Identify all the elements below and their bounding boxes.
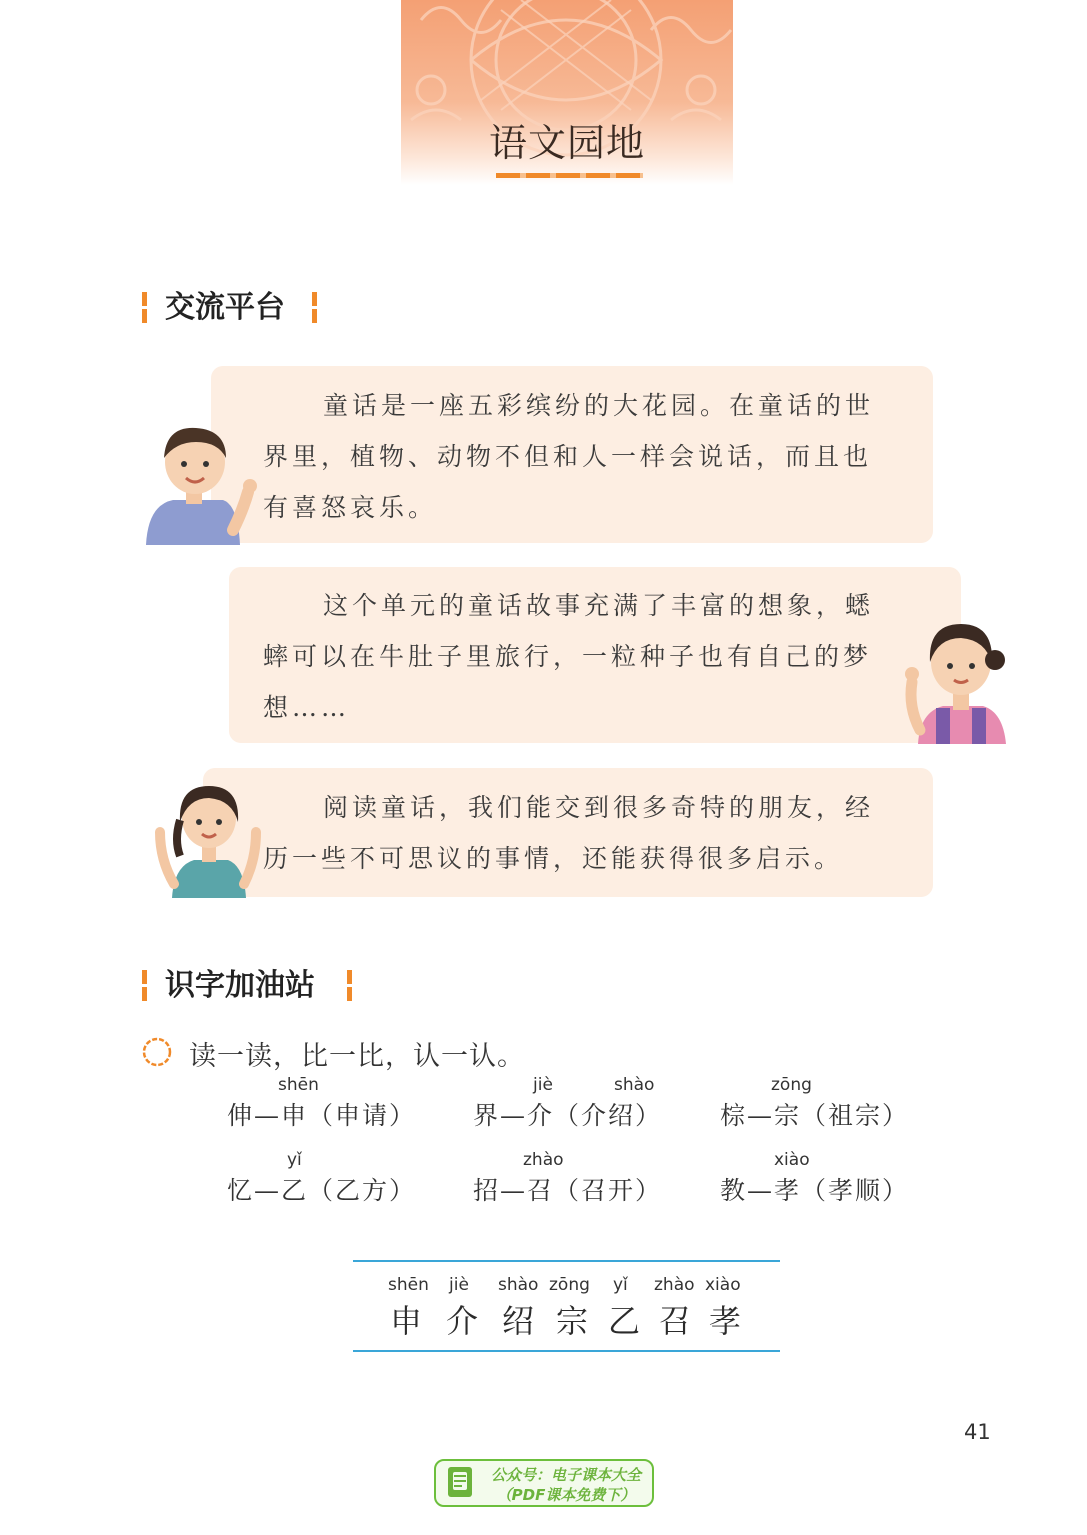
new-char: 介 [446, 1302, 479, 1340]
pinyin: jiè [449, 1275, 469, 1295]
girl-illustration-2 [152, 780, 262, 898]
heading-bar-left [142, 292, 147, 326]
watermark-stamp [434, 1459, 654, 1507]
comparison-group: 界—介（介绍） [473, 1101, 663, 1130]
comparison-group: 伸—申（申请） [227, 1101, 417, 1130]
new-char: 乙 [608, 1302, 641, 1340]
new-char: 孝 [709, 1302, 742, 1340]
watermark-line-2: （PDF课本免费下） [496, 1486, 636, 1504]
pinyin: zhào [654, 1275, 695, 1295]
pinyin: shēn [278, 1075, 319, 1095]
bubble-1-line-1: 童话是一座五彩缤纷的大花园。在童话的世 [323, 391, 875, 420]
exercise-instruction: 读一读，比一比，认一认。 [189, 1041, 525, 1072]
char-box-bottom-line [353, 1350, 780, 1352]
circle-bullet-icon [141, 1036, 173, 1068]
bubble-2-line-3: 想…… [263, 693, 351, 722]
title-underline [496, 173, 643, 178]
comparison-group: 招—召（召开） [473, 1176, 663, 1205]
boy-illustration [138, 420, 263, 545]
pinyin: shào [498, 1275, 539, 1295]
comparison-group: 棕—宗（祖宗） [720, 1101, 910, 1130]
page-number: 41 [964, 1420, 991, 1444]
char-box-top-line [353, 1260, 780, 1262]
pinyin: yǐ [613, 1275, 628, 1295]
bubble-3-line-1: 阅读童话，我们能交到很多奇特的朋友，经 [323, 793, 875, 822]
bubble-2-line-2: 蟀可以在牛肚子里旅行，一粒种子也有自己的梦 [263, 642, 873, 671]
pinyin: zhào [523, 1150, 564, 1170]
comparison-group: 忆—乙（乙方） [227, 1176, 417, 1205]
new-char: 绍 [502, 1302, 535, 1340]
pinyin: xiào [705, 1275, 741, 1295]
section-heading-exchange [142, 290, 332, 328]
section-title: 交流平台 [165, 290, 285, 325]
pinyin: zōng [549, 1275, 590, 1295]
pinyin: shào [614, 1075, 655, 1095]
new-char: 申 [390, 1302, 423, 1340]
pinyin: shēn [388, 1275, 429, 1295]
pinyin: xiào [774, 1150, 810, 1170]
bubble-2-line-1: 这个单元的童话故事充满了丰富的想象，蟋 [323, 591, 875, 620]
pinyin: zōng [771, 1075, 812, 1095]
pinyin: yǐ [287, 1150, 302, 1170]
new-char: 召 [659, 1302, 692, 1340]
title-banner [401, 0, 733, 185]
section-title: 识字加油站 [165, 968, 315, 1003]
bubble-3-line-2: 历一些不可思议的事情，还能获得很多启示。 [263, 844, 844, 873]
bubble-1-line-2: 界里，植物、动物不但和人一样会说话，而且也 [263, 442, 873, 471]
bubble-1-line-3: 有喜怒哀乐。 [263, 493, 438, 522]
heading-bar-right [347, 970, 352, 1004]
comparison-group: 教—孝（孝顺） [720, 1176, 910, 1205]
book-icon [444, 1465, 478, 1501]
watermark-line-1: 公众号：电子课本大全 [490, 1466, 641, 1484]
heading-bar-left [142, 970, 147, 1004]
section-heading-literacy [142, 968, 362, 1006]
girl-illustration-1 [898, 612, 1016, 744]
new-char: 宗 [556, 1302, 589, 1340]
pinyin: jiè [533, 1075, 553, 1095]
page-title: 语文园地 [488, 121, 645, 165]
heading-bar-right [312, 292, 317, 326]
